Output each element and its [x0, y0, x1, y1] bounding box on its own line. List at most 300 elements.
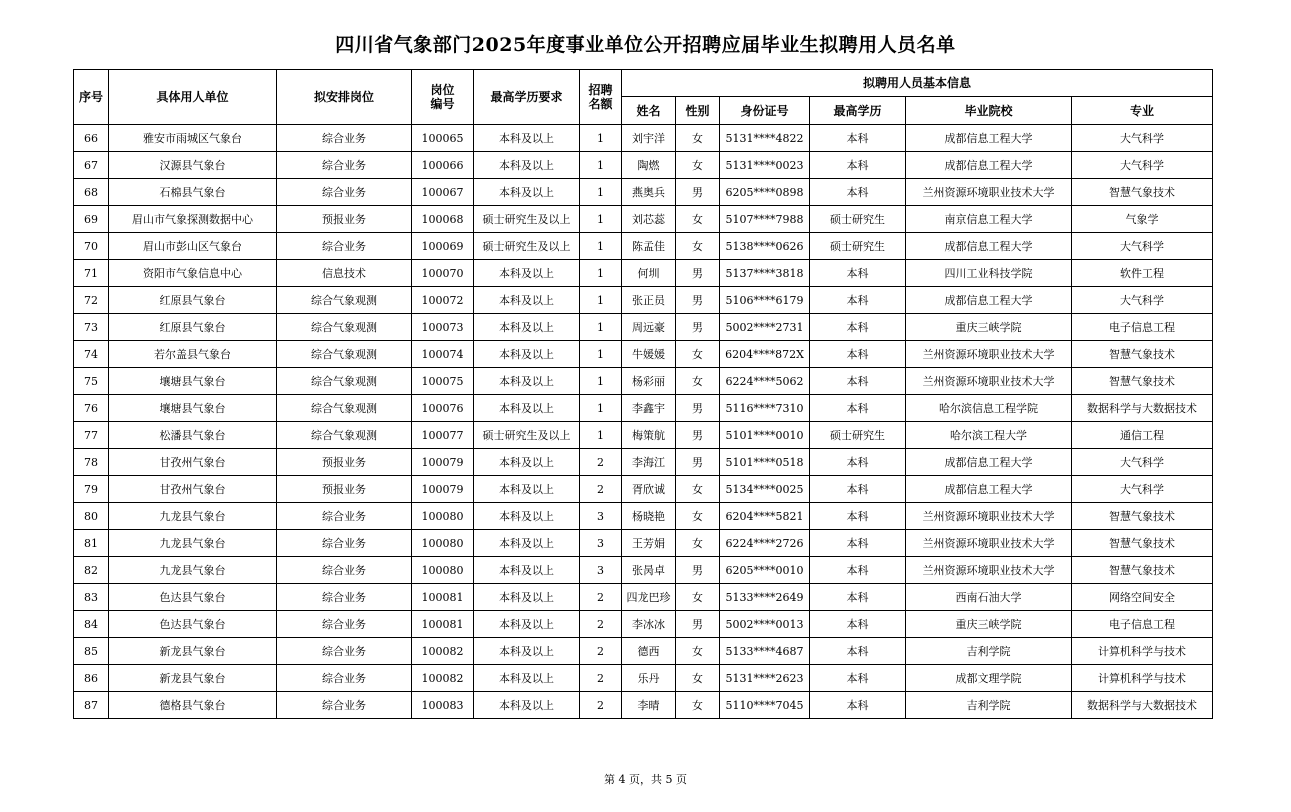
- cell-highest-edu: 本科: [810, 638, 906, 665]
- cell-highest-edu: 本科: [810, 449, 906, 476]
- cell-post: 综合业务: [277, 611, 412, 638]
- cell-name: 何圳: [622, 260, 676, 287]
- cell-edu-requirement: 本科及以上: [474, 368, 580, 395]
- cell-unit: 红原县气象台: [109, 287, 277, 314]
- cell-major: 大气科学: [1072, 449, 1213, 476]
- table-row: [74, 395, 1213, 422]
- cell-major: 气象学: [1072, 206, 1213, 233]
- cell-name: 杨晓艳: [622, 503, 676, 530]
- cell-id-number: 5131****2623: [720, 665, 810, 692]
- cell-highest-edu: 本科: [810, 341, 906, 368]
- cell-school: 兰州资源环境职业技术大学: [906, 530, 1072, 557]
- cell-post-code: 100082: [412, 665, 474, 692]
- cell-name: 杨彩丽: [622, 368, 676, 395]
- hiring-roster-table: [73, 69, 1213, 719]
- cell-id-number: 5002****0013: [720, 611, 810, 638]
- table-row: [74, 206, 1213, 233]
- cell-unit: 新龙县气象台: [109, 638, 277, 665]
- cell-id-number: 6204****872X: [720, 341, 810, 368]
- header-seq: 序号: [74, 70, 109, 125]
- table-row: [74, 530, 1213, 557]
- cell-quota: 1: [580, 125, 622, 152]
- page-title: 四川省气象部门2025年度事业单位公开招聘应届毕业生拟聘用人员名单: [335, 34, 956, 56]
- header-post: 拟安排岗位: [277, 70, 412, 125]
- cell-edu-requirement: 本科及以上: [474, 287, 580, 314]
- cell-id-number: 5110****7045: [720, 692, 810, 719]
- header-id-number: 身份证号: [720, 97, 810, 125]
- page-footer: 第 4 页，共 5 页: [604, 773, 687, 786]
- table-row: [74, 611, 1213, 638]
- cell-seq: 83: [74, 584, 109, 611]
- cell-major: 大气科学: [1072, 233, 1213, 260]
- cell-name: 李海江: [622, 449, 676, 476]
- cell-highest-edu: 本科: [810, 152, 906, 179]
- cell-quota: 1: [580, 395, 622, 422]
- cell-school: 成都信息工程大学: [906, 476, 1072, 503]
- cell-name: 梅策航: [622, 422, 676, 449]
- cell-post: 信息技术: [277, 260, 412, 287]
- cell-highest-edu: 本科: [810, 665, 906, 692]
- cell-major: 软件工程: [1072, 260, 1213, 287]
- cell-quota: 3: [580, 530, 622, 557]
- table-row: [74, 152, 1213, 179]
- cell-school: 四川工业科技学院: [906, 260, 1072, 287]
- cell-school: 兰州资源环境职业技术大学: [906, 503, 1072, 530]
- cell-id-number: 5138****0626: [720, 233, 810, 260]
- cell-highest-edu: 本科: [810, 476, 906, 503]
- cell-gender: 女: [676, 638, 720, 665]
- cell-post-code: 100082: [412, 638, 474, 665]
- cell-unit: 资阳市气象信息中心: [109, 260, 277, 287]
- cell-post-code: 100081: [412, 611, 474, 638]
- cell-id-number: 6205****0010: [720, 557, 810, 584]
- cell-post-code: 100068: [412, 206, 474, 233]
- cell-id-number: 5137****3818: [720, 260, 810, 287]
- cell-gender: 女: [676, 503, 720, 530]
- header-name: 姓名: [622, 97, 676, 125]
- cell-highest-edu: 本科: [810, 287, 906, 314]
- cell-unit: 红原县气象台: [109, 314, 277, 341]
- cell-gender: 男: [676, 422, 720, 449]
- cell-highest-edu: 本科: [810, 530, 906, 557]
- cell-gender: 女: [676, 476, 720, 503]
- cell-gender: 男: [676, 449, 720, 476]
- cell-unit: 雅安市雨城区气象台: [109, 125, 277, 152]
- cell-post-code: 100079: [412, 476, 474, 503]
- cell-major: 智慧气象技术: [1072, 530, 1213, 557]
- cell-seq: 70: [74, 233, 109, 260]
- cell-name: 李晴: [622, 692, 676, 719]
- cell-id-number: 6224****2726: [720, 530, 810, 557]
- header-school: 毕业院校: [906, 97, 1072, 125]
- cell-name: 德西: [622, 638, 676, 665]
- cell-post: 综合气象观测: [277, 368, 412, 395]
- cell-major: 智慧气象技术: [1072, 341, 1213, 368]
- header-gender: 性别: [676, 97, 720, 125]
- cell-gender: 男: [676, 395, 720, 422]
- cell-gender: 男: [676, 179, 720, 206]
- cell-edu-requirement: 本科及以上: [474, 611, 580, 638]
- table-row: [74, 638, 1213, 665]
- cell-major: 智慧气象技术: [1072, 503, 1213, 530]
- cell-name: 燕奥兵: [622, 179, 676, 206]
- cell-unit: 壤塘县气象台: [109, 368, 277, 395]
- cell-seq: 85: [74, 638, 109, 665]
- cell-id-number: 5002****2731: [720, 314, 810, 341]
- cell-seq: 75: [74, 368, 109, 395]
- cell-name: 胥欣诚: [622, 476, 676, 503]
- cell-post: 综合业务: [277, 233, 412, 260]
- cell-name: 牛媛媛: [622, 341, 676, 368]
- cell-post-code: 100076: [412, 395, 474, 422]
- cell-gender: 女: [676, 233, 720, 260]
- table-row: [74, 584, 1213, 611]
- header-quota-line1: 招聘: [588, 83, 613, 97]
- cell-seq: 82: [74, 557, 109, 584]
- cell-gender: 女: [676, 152, 720, 179]
- cell-post-code: 100075: [412, 368, 474, 395]
- table-row: [74, 260, 1213, 287]
- cell-post-code: 100072: [412, 287, 474, 314]
- cell-name: 陶燃: [622, 152, 676, 179]
- cell-quota: 2: [580, 476, 622, 503]
- cell-unit: 甘孜州气象台: [109, 476, 277, 503]
- cell-id-number: 5133****4687: [720, 638, 810, 665]
- cell-seq: 78: [74, 449, 109, 476]
- cell-seq: 73: [74, 314, 109, 341]
- table-row: [74, 233, 1213, 260]
- cell-unit: 松潘县气象台: [109, 422, 277, 449]
- cell-quota: 1: [580, 341, 622, 368]
- cell-post-code: 100080: [412, 530, 474, 557]
- cell-id-number: 5131****4822: [720, 125, 810, 152]
- cell-major: 智慧气象技术: [1072, 557, 1213, 584]
- cell-post-code: 100080: [412, 503, 474, 530]
- cell-post-code: 100081: [412, 584, 474, 611]
- cell-post-code: 100069: [412, 233, 474, 260]
- cell-id-number: 5133****2649: [720, 584, 810, 611]
- cell-edu-requirement: 本科及以上: [474, 260, 580, 287]
- header-post-code: [412, 70, 474, 125]
- cell-school: 成都信息工程大学: [906, 449, 1072, 476]
- cell-highest-edu: 本科: [810, 368, 906, 395]
- cell-seq: 74: [74, 341, 109, 368]
- cell-gender: 女: [676, 692, 720, 719]
- cell-post-code: 100067: [412, 179, 474, 206]
- cell-post-code: 100065: [412, 125, 474, 152]
- cell-seq: 86: [74, 665, 109, 692]
- table-row: [74, 368, 1213, 395]
- cell-post: 综合气象观测: [277, 395, 412, 422]
- cell-quota: 3: [580, 557, 622, 584]
- cell-gender: 女: [676, 530, 720, 557]
- cell-school: 南京信息工程大学: [906, 206, 1072, 233]
- cell-quota: 1: [580, 287, 622, 314]
- cell-post: 预报业务: [277, 206, 412, 233]
- cell-gender: 女: [676, 368, 720, 395]
- cell-major: 网络空间安全: [1072, 584, 1213, 611]
- header-basic-info-group: 拟聘用人员基本信息: [622, 70, 1213, 97]
- cell-id-number: 5134****0025: [720, 476, 810, 503]
- cell-quota: 2: [580, 665, 622, 692]
- cell-highest-edu: 本科: [810, 692, 906, 719]
- cell-seq: 72: [74, 287, 109, 314]
- cell-post: 综合业务: [277, 530, 412, 557]
- cell-seq: 81: [74, 530, 109, 557]
- cell-post-code: 100083: [412, 692, 474, 719]
- cell-quota: 3: [580, 503, 622, 530]
- cell-quota: 1: [580, 260, 622, 287]
- cell-name: 王芳娟: [622, 530, 676, 557]
- cell-major: 数据科学与大数据技术: [1072, 692, 1213, 719]
- cell-post: 综合业务: [277, 638, 412, 665]
- cell-quota: 2: [580, 584, 622, 611]
- cell-edu-requirement: 本科及以上: [474, 476, 580, 503]
- cell-unit: 九龙县气象台: [109, 530, 277, 557]
- cell-quota: 1: [580, 233, 622, 260]
- table-row: [74, 179, 1213, 206]
- cell-name: 刘芯蕊: [622, 206, 676, 233]
- cell-post: 综合业务: [277, 692, 412, 719]
- cell-quota: 2: [580, 692, 622, 719]
- cell-post: 综合业务: [277, 557, 412, 584]
- cell-quota: 2: [580, 611, 622, 638]
- cell-id-number: 5116****7310: [720, 395, 810, 422]
- cell-school: 成都信息工程大学: [906, 233, 1072, 260]
- cell-school: 兰州资源环境职业技术大学: [906, 179, 1072, 206]
- cell-school: 成都文理学院: [906, 665, 1072, 692]
- header-quota: [580, 70, 622, 125]
- cell-school: 哈尔滨信息工程学院: [906, 395, 1072, 422]
- cell-post: 综合业务: [277, 503, 412, 530]
- cell-highest-edu: 本科: [810, 557, 906, 584]
- cell-seq: 66: [74, 125, 109, 152]
- cell-major: 计算机科学与技术: [1072, 665, 1213, 692]
- cell-post: 综合气象观测: [277, 422, 412, 449]
- header-unit: 具体用人单位: [109, 70, 277, 125]
- cell-edu-requirement: 本科及以上: [474, 395, 580, 422]
- table-row: [74, 287, 1213, 314]
- cell-edu-requirement: 本科及以上: [474, 557, 580, 584]
- cell-quota: 1: [580, 206, 622, 233]
- cell-school: 西南石油大学: [906, 584, 1072, 611]
- cell-gender: 女: [676, 584, 720, 611]
- cell-highest-edu: 硕士研究生: [810, 233, 906, 260]
- cell-seq: 79: [74, 476, 109, 503]
- cell-post-code: 100070: [412, 260, 474, 287]
- table-header-row: [74, 70, 1213, 97]
- cell-school: 哈尔滨工程大学: [906, 422, 1072, 449]
- cell-major: 智慧气象技术: [1072, 368, 1213, 395]
- cell-unit: 甘孜州气象台: [109, 449, 277, 476]
- cell-id-number: 5131****0023: [720, 152, 810, 179]
- cell-name: 李冰冰: [622, 611, 676, 638]
- cell-seq: 69: [74, 206, 109, 233]
- cell-seq: 84: [74, 611, 109, 638]
- cell-gender: 男: [676, 314, 720, 341]
- table-row: [74, 449, 1213, 476]
- cell-edu-requirement: 本科及以上: [474, 503, 580, 530]
- cell-quota: 1: [580, 152, 622, 179]
- cell-major: 大气科学: [1072, 476, 1213, 503]
- header-quota-line2: 名额: [588, 97, 613, 111]
- cell-major: 电子信息工程: [1072, 611, 1213, 638]
- cell-edu-requirement: 硕士研究生及以上: [474, 422, 580, 449]
- cell-school: 兰州资源环境职业技术大学: [906, 557, 1072, 584]
- cell-post: 综合业务: [277, 179, 412, 206]
- cell-post: 预报业务: [277, 476, 412, 503]
- cell-post-code: 100073: [412, 314, 474, 341]
- cell-gender: 女: [676, 341, 720, 368]
- cell-edu-requirement: 本科及以上: [474, 314, 580, 341]
- cell-edu-requirement: 本科及以上: [474, 179, 580, 206]
- table-row: [74, 665, 1213, 692]
- cell-seq: 87: [74, 692, 109, 719]
- cell-major: 电子信息工程: [1072, 314, 1213, 341]
- cell-major: 数据科学与大数据技术: [1072, 395, 1213, 422]
- cell-highest-edu: 硕士研究生: [810, 206, 906, 233]
- cell-edu-requirement: 本科及以上: [474, 692, 580, 719]
- table-row: [74, 557, 1213, 584]
- cell-seq: 80: [74, 503, 109, 530]
- cell-id-number: 6224****5062: [720, 368, 810, 395]
- cell-post-code: 100077: [412, 422, 474, 449]
- cell-school: 成都信息工程大学: [906, 152, 1072, 179]
- cell-gender: 女: [676, 125, 720, 152]
- table-row: [74, 503, 1213, 530]
- table-row: [74, 692, 1213, 719]
- cell-seq: 71: [74, 260, 109, 287]
- cell-post-code: 100079: [412, 449, 474, 476]
- cell-name: 陈孟佳: [622, 233, 676, 260]
- cell-edu-requirement: 本科及以上: [474, 125, 580, 152]
- cell-seq: 76: [74, 395, 109, 422]
- cell-quota: 1: [580, 314, 622, 341]
- cell-gender: 男: [676, 611, 720, 638]
- cell-post: 综合业务: [277, 584, 412, 611]
- cell-unit: 新龙县气象台: [109, 665, 277, 692]
- cell-unit: 汉源县气象台: [109, 152, 277, 179]
- cell-quota: 1: [580, 422, 622, 449]
- cell-id-number: 5101****0518: [720, 449, 810, 476]
- table-row: [74, 476, 1213, 503]
- cell-post: 综合气象观测: [277, 314, 412, 341]
- cell-post: 综合业务: [277, 152, 412, 179]
- cell-major: 计算机科学与技术: [1072, 638, 1213, 665]
- cell-unit: 九龙县气象台: [109, 557, 277, 584]
- header-major: 专业: [1072, 97, 1213, 125]
- cell-school: 成都信息工程大学: [906, 287, 1072, 314]
- cell-edu-requirement: 本科及以上: [474, 530, 580, 557]
- cell-unit: 壤塘县气象台: [109, 395, 277, 422]
- cell-post: 综合业务: [277, 125, 412, 152]
- cell-unit: 色达县气象台: [109, 584, 277, 611]
- cell-post: 综合气象观测: [277, 341, 412, 368]
- cell-name: 四龙巴珍: [622, 584, 676, 611]
- cell-major: 大气科学: [1072, 152, 1213, 179]
- cell-school: 吉利学院: [906, 638, 1072, 665]
- cell-school: 兰州资源环境职业技术大学: [906, 341, 1072, 368]
- cell-highest-edu: 本科: [810, 125, 906, 152]
- cell-name: 乐丹: [622, 665, 676, 692]
- cell-seq: 77: [74, 422, 109, 449]
- cell-edu-requirement: 硕士研究生及以上: [474, 206, 580, 233]
- cell-post-code: 100066: [412, 152, 474, 179]
- cell-gender: 男: [676, 287, 720, 314]
- cell-post: 综合气象观测: [277, 287, 412, 314]
- table-body: [74, 125, 1213, 719]
- cell-edu-requirement: 本科及以上: [474, 584, 580, 611]
- cell-name: 李鑫宇: [622, 395, 676, 422]
- cell-unit: 眉山市彭山区气象台: [109, 233, 277, 260]
- cell-name: 张昺卓: [622, 557, 676, 584]
- cell-major: 大气科学: [1072, 287, 1213, 314]
- cell-school: 重庆三峡学院: [906, 611, 1072, 638]
- cell-unit: 眉山市气象探测数据中心: [109, 206, 277, 233]
- cell-post: 预报业务: [277, 449, 412, 476]
- cell-highest-edu: 硕士研究生: [810, 422, 906, 449]
- cell-edu-requirement: 本科及以上: [474, 341, 580, 368]
- cell-edu-requirement: 本科及以上: [474, 152, 580, 179]
- cell-major: 大气科学: [1072, 125, 1213, 152]
- cell-school: 兰州资源环境职业技术大学: [906, 368, 1072, 395]
- header-edu-requirement: 最高学历要求: [474, 70, 580, 125]
- cell-highest-edu: 本科: [810, 584, 906, 611]
- cell-post: 综合业务: [277, 665, 412, 692]
- cell-major: 通信工程: [1072, 422, 1213, 449]
- cell-quota: 2: [580, 638, 622, 665]
- cell-unit: 若尔盖县气象台: [109, 341, 277, 368]
- cell-quota: 2: [580, 449, 622, 476]
- cell-post-code: 100080: [412, 557, 474, 584]
- cell-quota: 1: [580, 179, 622, 206]
- cell-gender: 女: [676, 665, 720, 692]
- cell-name: 刘宇洋: [622, 125, 676, 152]
- header-highest-edu: 最高学历: [810, 97, 906, 125]
- cell-id-number: 5107****7988: [720, 206, 810, 233]
- cell-edu-requirement: 本科及以上: [474, 665, 580, 692]
- cell-highest-edu: 本科: [810, 395, 906, 422]
- table-row: [74, 314, 1213, 341]
- cell-school: 重庆三峡学院: [906, 314, 1072, 341]
- cell-id-number: 6205****0898: [720, 179, 810, 206]
- cell-name: 周远豪: [622, 314, 676, 341]
- cell-edu-requirement: 本科及以上: [474, 638, 580, 665]
- cell-seq: 67: [74, 152, 109, 179]
- cell-unit: 色达县气象台: [109, 611, 277, 638]
- cell-highest-edu: 本科: [810, 611, 906, 638]
- cell-id-number: 5106****6179: [720, 287, 810, 314]
- header-post-code-line1: 岗位: [430, 83, 455, 97]
- cell-highest-edu: 本科: [810, 503, 906, 530]
- cell-unit: 石棉县气象台: [109, 179, 277, 206]
- cell-id-number: 6204****5821: [720, 503, 810, 530]
- cell-edu-requirement: 本科及以上: [474, 449, 580, 476]
- cell-school: 成都信息工程大学: [906, 125, 1072, 152]
- cell-major: 智慧气象技术: [1072, 179, 1213, 206]
- cell-unit: 九龙县气象台: [109, 503, 277, 530]
- cell-highest-edu: 本科: [810, 179, 906, 206]
- cell-school: 吉利学院: [906, 692, 1072, 719]
- cell-id-number: 5101****0010: [720, 422, 810, 449]
- cell-name: 张正员: [622, 287, 676, 314]
- table-row: [74, 125, 1213, 152]
- cell-gender: 男: [676, 260, 720, 287]
- cell-highest-edu: 本科: [810, 314, 906, 341]
- cell-gender: 女: [676, 206, 720, 233]
- cell-edu-requirement: 硕士研究生及以上: [474, 233, 580, 260]
- cell-highest-edu: 本科: [810, 260, 906, 287]
